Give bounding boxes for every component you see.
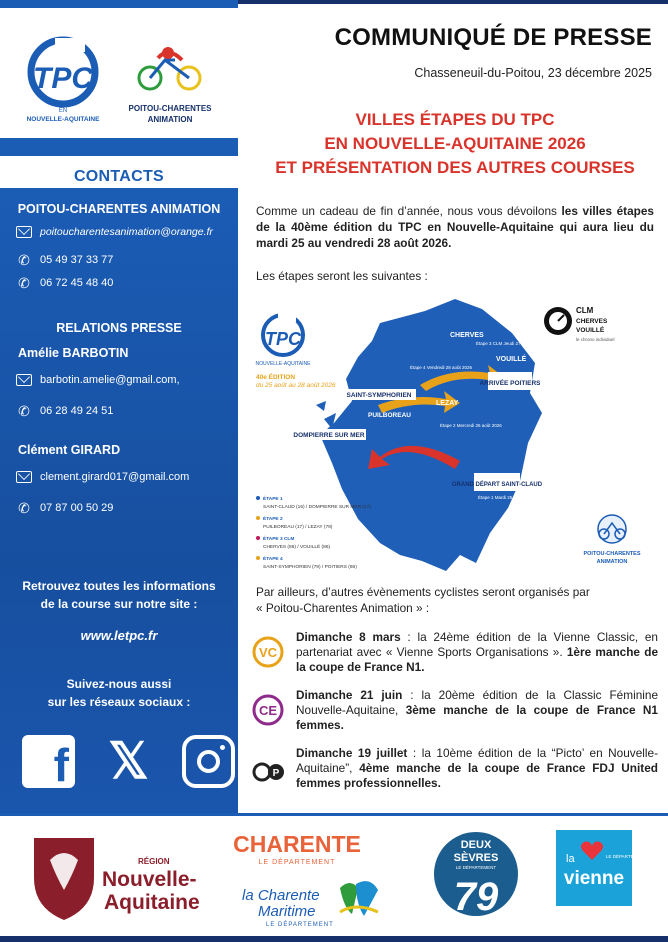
cm-sub: LE DÉPARTEMENT: [266, 922, 334, 928]
region-nouvelle-aquitaine-logo: [34, 838, 200, 920]
vienne-classic-logo: [250, 636, 286, 672]
org-email-row[interactable]: [16, 226, 213, 238]
event-text: [296, 746, 658, 791]
facebook-icon[interactable]: f: [22, 735, 75, 788]
city-cherves: CHERVES: [450, 332, 484, 339]
top-dark-bar: [238, 0, 668, 4]
map-svg: [250, 293, 660, 575]
press-email-1[interactable]: barbotin.amelie@gmail.com,: [40, 374, 180, 386]
edition-line-1: 40e ÉDITION: [256, 374, 296, 381]
vienne-logo: [556, 830, 647, 906]
sidebar-logos: [0, 8, 238, 138]
legend-4-title: ÉTAPE 4: [263, 557, 283, 562]
vienne-la: la: [566, 853, 575, 865]
event-date: Dimanche 19 juillet: [296, 746, 408, 760]
phone-icon: ✆: [18, 500, 30, 516]
org-phone-row-2[interactable]: [16, 275, 113, 291]
region-name-2: Aquitaine: [104, 891, 200, 914]
deux-sevres-logo: [434, 832, 518, 919]
intro-text: Comme un cadeau de fin d’année, nous vous dévoilons: [256, 204, 562, 218]
clm-city-1: CHERVES: [576, 318, 608, 325]
svg-text:NOUVELLE-AQUITAINE: NOUVELLE-AQUITAINE: [255, 361, 311, 367]
event-highlight: 1ère manche de la coupe de France N1.: [296, 645, 658, 674]
map-tpc-logo: [256, 313, 312, 367]
legend-3-title: ÉTAPE 3 CLM: [263, 537, 295, 542]
press-phone-row-2[interactable]: [16, 500, 113, 516]
press-email-2[interactable]: clement.girard017@gmail.com: [40, 471, 190, 483]
svg-text:CE: CE: [258, 703, 278, 718]
event-date: Dimanche 8 mars: [296, 630, 401, 644]
phone-icon: ✆: [18, 252, 30, 268]
top-accent-bar: [0, 0, 238, 8]
city-saint-symphorien: SAINT-SYMPHORIEN: [346, 392, 412, 399]
map-pca-line-1: POITOU-CHARENTES: [583, 551, 641, 557]
svg-text:POITOU-CHARENTES: POITOU-CHARENTES: [128, 104, 212, 113]
svg-text:ANIMATION: ANIMATION: [147, 115, 193, 124]
svg-text:TPC: TPC: [33, 62, 93, 95]
mail-icon: [16, 471, 32, 483]
charente-maritime-logo: [242, 881, 378, 928]
social-text-1: Suivez-nous aussi: [66, 677, 172, 691]
svg-text:VC: VC: [258, 645, 278, 660]
clm-title: CLM: [576, 306, 594, 315]
vienne-name: vienne: [563, 868, 625, 889]
sidebar: [0, 8, 238, 813]
clm-sub: le chrono individuel: [576, 337, 615, 342]
social-icons: [22, 733, 235, 791]
event-desc: : la 20ème édition de la Classic Féminine Nouvelle-Aquitaine,: [296, 688, 658, 717]
clm-badge: [544, 306, 615, 342]
classic-feminine-logo: [250, 694, 286, 730]
mail-icon: [16, 374, 32, 386]
stages-intro: Les étapes seront les suivantes :: [256, 269, 428, 283]
ds-sub: LE DÉPARTEMENT: [455, 865, 497, 870]
region-small: RÉGION: [138, 857, 170, 866]
city-lezay: LEZAY: [436, 400, 459, 407]
contacts-title: CONTACTS: [73, 168, 165, 185]
phone-icon: ✆: [18, 403, 30, 419]
pca-logo: [129, 47, 213, 124]
ds-name-2: SÈVRES: [453, 852, 499, 864]
stage-4-pin: Étape 4 Vendredi 28 août 2026: [410, 365, 473, 370]
page-title: COMMUNIQUÉ DE PRESSE: [334, 24, 652, 51]
event-text: [296, 688, 658, 733]
headline-line-3: ET PRÉSENTATION DES AUTRES COURSES: [275, 158, 635, 177]
legend-2-title: ÉTAPE 2: [263, 517, 283, 522]
stage-3-pin: Étape 3 CLM Jeudi 27 août 2026: [476, 341, 542, 346]
events-intro: [250, 584, 660, 616]
press-phone-2[interactable]: 07 87 00 50 29: [40, 502, 114, 514]
islands: [316, 401, 336, 429]
headline: [250, 108, 660, 180]
legend-3-detail: CHERVES (86) / VOUILLÉ (86): [263, 545, 331, 550]
city-poitiers: ARRIVÉE POITIERS: [479, 380, 541, 387]
event-desc: : la 24ème édition de la Vienne Classic, en partenariat avec « Vienne Sports Organisations ».: [296, 630, 658, 659]
phone-icon: ✆: [18, 275, 30, 291]
map-pca-logo: [583, 515, 640, 565]
city-puilboreau: PUILBOREAU: [368, 412, 411, 419]
events-intro-1: Par ailleurs, d’autres évènements cyclistes seront organisés par: [256, 585, 590, 599]
legend-4-detail: SAINT-SYMPHORIEN (79) / POITIERS (86): [263, 565, 357, 570]
press-name-2: Clément GIRARD: [18, 443, 121, 457]
org-phone-1[interactable]: 05 49 37 33 77: [40, 254, 114, 266]
cm-name-2: Maritime: [258, 903, 316, 920]
la-picto-logo: [250, 752, 286, 788]
date-line: Chasseneuil-du-Poitou, 23 décembre 2025: [414, 66, 652, 80]
x-icon[interactable]: 𝕏: [108, 733, 149, 789]
region-name-1: Nouvelle-: [102, 868, 197, 891]
partners-svg: [0, 816, 668, 936]
ds-name-1: DEUX: [460, 839, 492, 851]
site-text-2: de la course sur notre site :: [40, 597, 198, 611]
org-email[interactable]: poitoucharentesanimation@orange.fr: [40, 226, 213, 238]
charente-name: CHARENTE: [233, 831, 361, 857]
instagram-icon[interactable]: [182, 735, 235, 788]
mail-icon: [16, 226, 32, 238]
svg-text:TPC: TPC: [265, 329, 301, 349]
stages-map: [250, 293, 660, 575]
legend-1-title: ÉTAPE 1: [263, 497, 283, 502]
edition-line-2: du 25 août au 28 août 2026: [256, 382, 336, 389]
footer-bottom-bar: [0, 936, 668, 942]
charente-logo: [233, 831, 361, 866]
social-text-2: sur les réseaux sociaux :: [47, 695, 191, 709]
partners-footer: [0, 816, 668, 936]
stage-2-pin: Étape 2 Mercredi 26 août 2026: [440, 423, 502, 428]
intro-paragraph: [256, 203, 654, 251]
city-saint-claud: GRAND DÉPART SAINT-CLAUD: [451, 482, 543, 488]
site-link[interactable]: www.letpc.fr: [80, 628, 158, 643]
press-name-1: Amélie BARBOTIN: [18, 346, 129, 360]
headline-line-2: EN NOUVELLE-AQUITAINE 2026: [324, 134, 586, 153]
ds-number: 79: [453, 875, 499, 919]
tpc-logo: [27, 38, 100, 123]
logos-svg: [0, 8, 238, 138]
map-pca-line-2: ANIMATION: [596, 559, 628, 565]
org-phone-2[interactable]: 06 72 45 48 40: [40, 277, 114, 289]
stage-1-pin: Étape 1 Mardi 25 août 2026: [478, 495, 534, 500]
org-name: POITOU-CHARENTES ANIMATION: [17, 202, 221, 216]
press-email-row-1[interactable]: [16, 374, 180, 386]
contacts-panel: [0, 188, 238, 813]
event-item: [246, 746, 660, 796]
intro-bold: les villes étapes de la 40ème édition du TPC en Nouvelle-Aquitaine qui aura lieu du mardi 25 au vendredi 28 août 2026.: [256, 204, 654, 250]
clm-city-2: VOUILLÉ: [576, 327, 605, 334]
event-highlight: 3ème manche de la coupe de France N1 femmes.: [296, 703, 658, 732]
city-vouille: VOUILLÉ: [496, 356, 527, 363]
press-phone-1[interactable]: 06 28 49 24 51: [40, 405, 114, 417]
event-highlight: 4ème manche de la coupe de France FDJ United femmes professionnelles.: [296, 761, 658, 790]
event-text: [296, 630, 658, 675]
event-desc: : la 10ème édition de la “Picto’ en Nouvelle-Aquitaine”,: [296, 746, 658, 775]
site-text-1: Retrouvez toutes les informations: [22, 579, 216, 593]
legend-2-detail: PUILBOREAU (17) / LEZAY (79): [263, 525, 333, 530]
press-phone-row-1[interactable]: [16, 403, 113, 419]
event-item: [246, 688, 660, 738]
org-phone-row-1[interactable]: [16, 252, 113, 268]
press-title: RELATIONS PRESSE: [56, 321, 182, 335]
svg-text:NOUVELLE-AQUITAINE: NOUVELLE-AQUITAINE: [26, 116, 100, 123]
event-item: [246, 630, 660, 680]
legend-1-detail: SAINT-CLAUD (16) / DOMPIERRE SUR MER (17): [263, 505, 371, 510]
charente-sub: LE DÉPARTEMENT: [258, 859, 336, 866]
city-dompierre: DOMPIERRE SUR MER: [293, 432, 365, 439]
vienne-sub: LE DÉPARTEMENT: [606, 854, 647, 859]
press-email-row-2[interactable]: [16, 471, 189, 483]
headline-line-1: VILLES ÉTAPES DU TPC: [355, 110, 555, 129]
svg-text:EN: EN: [58, 108, 68, 114]
events-intro-2: « Poitou-Charentes Animation » :: [256, 601, 430, 615]
map-legend: [256, 494, 371, 570]
cm-name-1: la Charente: [242, 887, 320, 904]
svg-text:P: P: [272, 768, 280, 779]
event-date: Dimanche 21 juin: [296, 688, 403, 702]
